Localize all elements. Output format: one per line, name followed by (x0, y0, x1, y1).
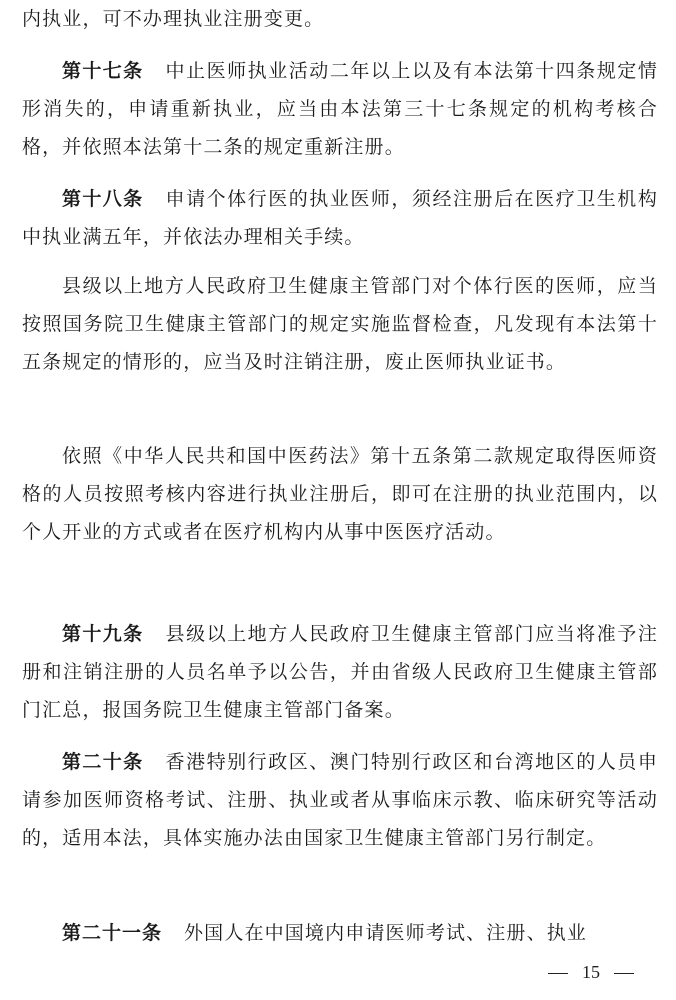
article-heading: 第二十条 (62, 751, 144, 773)
article-21 (22, 914, 658, 952)
article-text: 申请个体行医的执业医师，须经注册后在医疗卫生机构中执业满五年，并依法办理相关手续。 (22, 188, 658, 248)
article-20 (22, 743, 658, 857)
article-text: 中止医师执业活动二年以上以及有本法第十四条规定情形消失的，申请重新执业，应当由本法第三十七条规定的机构考核合格，并依照本法第十二条的规定重新注册。 (22, 60, 658, 158)
article-heading: 第二十一条 (62, 922, 163, 944)
article-18 (22, 180, 658, 256)
footer-dash-left (548, 973, 568, 974)
article-heading: 第十七条 (62, 60, 144, 82)
page-footer (548, 962, 658, 983)
paragraph-text: 依照《中华人民共和国中医药法》第十五条第二款规定取得医师资格的人员按照考核内容进行执业注册后，即可在注册的执业范围内，以个人开业的方式或者在医疗机构内从事中医医疗活动。 (22, 445, 658, 543)
article-17 (22, 52, 658, 166)
article-text: 香港特别行政区、澳门特别行政区和台湾地区的人员申请参加医师资格考试、注册、执业或者从事临床示教、临床研究等活动的，适用本法，具体实施办法由国家卫生健康主管部门另行制定。 (22, 751, 658, 849)
paragraph-tcm-law (22, 437, 658, 551)
paragraph-supervision (22, 267, 658, 381)
paragraph-continuation (22, 0, 658, 38)
article-19 (22, 615, 658, 729)
page-number: 15 (582, 962, 600, 982)
paragraph-text: 县级以上地方人民政府卫生健康主管部门对个体行医的医师，应当按照国务院卫生健康主管部门的规定实施监督检查，凡发现有本法第十五条规定的情形的，应当及时注销注册，废止医师执业证书。 (22, 275, 658, 373)
article-text: 县级以上地方人民政府卫生健康主管部门应当将准予注册和注销注册的人员名单予以公告，并由省级人民政府卫生健康主管部门汇总，报国务院卫生健康主管部门备案。 (22, 623, 658, 721)
article-text: 外国人在中国境内申请医师考试、注册、执业 (184, 922, 588, 944)
article-heading: 第十九条 (62, 623, 144, 645)
article-heading: 第十八条 (62, 188, 144, 210)
paragraph-text: 内执业，可不办理执业注册变更。 (22, 8, 325, 30)
footer-dash-right (614, 973, 634, 974)
